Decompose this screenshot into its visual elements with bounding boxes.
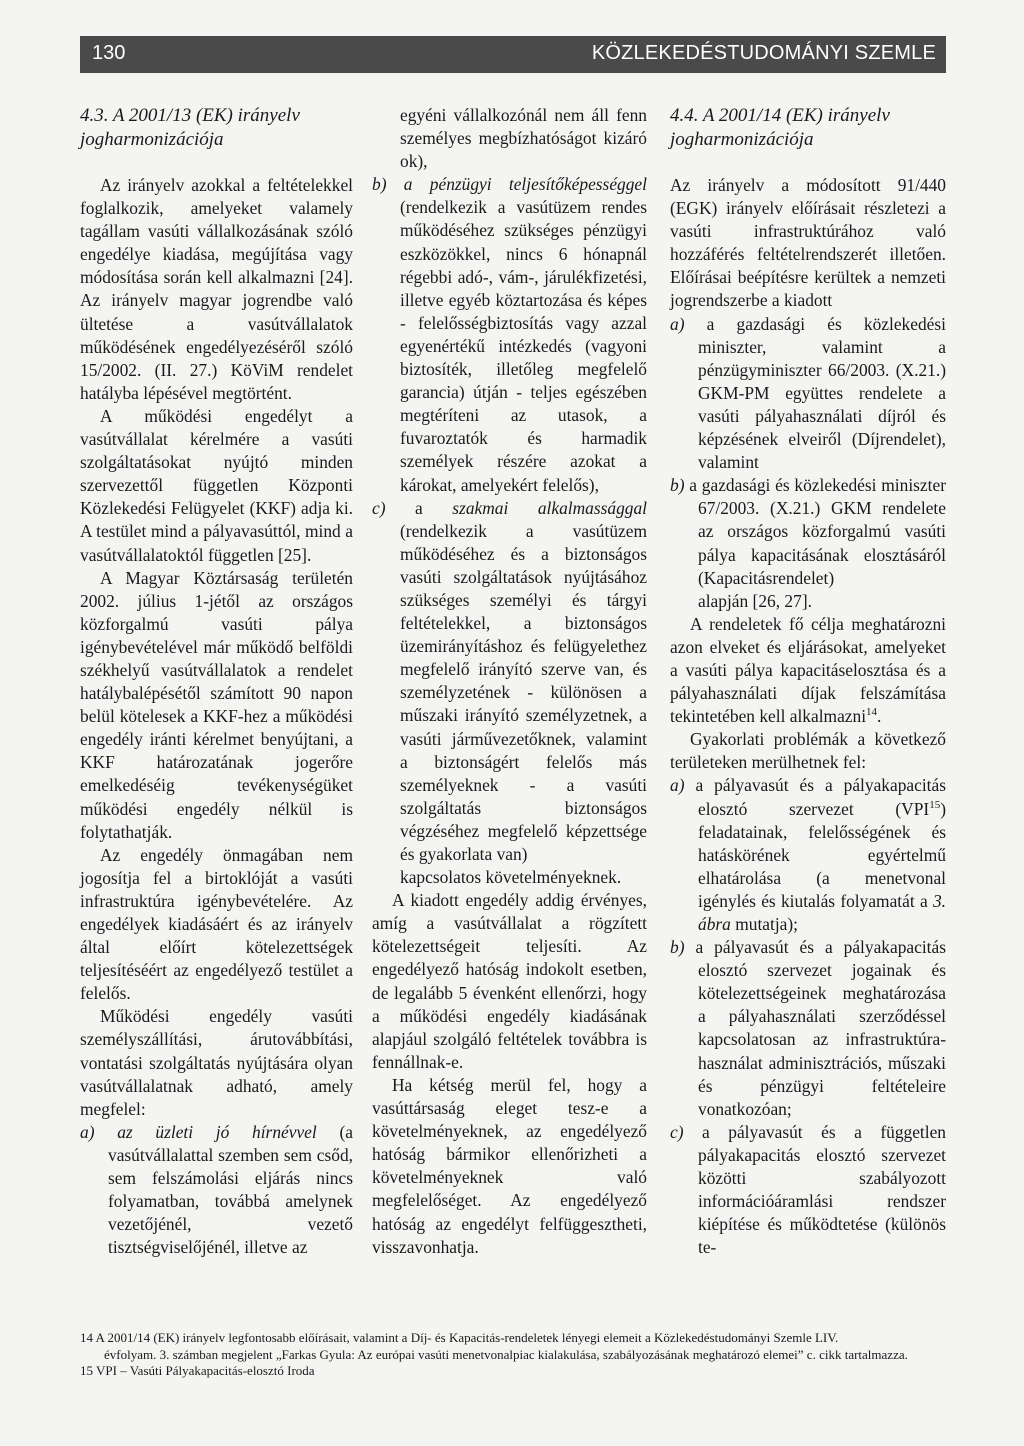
list-text: (rendelkezik a vasútüzem működéséhez és a biztonságos vasúti szolgáltatások nyújtásához szükséges személyi és tárgyi feltételekkel, a biztonságos üzemirányításhoz és felügyelethez megfelelő irányító szerve van, és személyzetének - különösen a műszaki irányító személyzetnek, a vasúti járművezetőknek, valamint a biztonságért felelős más személyeknek - a vasúti szolgáltatás biztonságos végzéséhez megfelelő képzettsége és gyakorlata van) — [400, 520, 647, 864]
footnote-15: 15 VPI – Vasúti Pályakapacitás-elosztó Iroda — [80, 1363, 315, 1378]
list-item-a — [670, 313, 946, 475]
list-item-a-continued: egyéni vállalkozónál nem áll fenn személyes megbízhatóságot kizáró ok), — [400, 105, 647, 172]
list-text: a pályavasút és a független pályakapacitás elosztó szervezet közötti szabályozott információáramlási rendszer kiépítése és működtetése (különös te- — [698, 1121, 947, 1258]
list-item-b — [372, 173, 647, 496]
list-text: mutatja); — [735, 914, 798, 934]
figure-reference: 3. ábra — [698, 890, 946, 934]
paragraph — [670, 613, 946, 728]
paragraph: Működési engedély vasúti személyszállítási, árutovábbítási, vontatási szolgáltatás nyújtására olyan vasútvállalatnak adható, amely megfelel: — [80, 1006, 353, 1119]
list-text: a pályavasút és a pályakapacitás elosztó szervezet (VPI — [695, 775, 946, 819]
section-heading-4-4: 4.4. A 2001/14 (EK) irányelv jogharmonizációja — [670, 105, 890, 150]
emphasis: a pénzügyi teljesítőképességgel — [403, 174, 647, 195]
list-label: b) — [670, 937, 685, 958]
paragraph-text: A rendeletek fő célja meghatározni azon elveket és eljárásokat, amelyeket a vasúti pálya kapacitáselosztása és a pályahasználati díjak felszámítása tekintetében kell alkalmazni — [670, 613, 946, 727]
paragraph-end: . — [877, 706, 882, 727]
list-text: (rendelkezik a vasútüzem rendes működéséhez szükséges pénzügyi eszközökkel, nincs 6 hónapnál régebbi adó-, vám-, járulékfizetési, illetve egyéb köztartozása és képes - felelősségbiztosítás vagy azzal egyenértékű intézkedés (vagyoni biztosíték, illetőleg megfelelő garancia) útján - teljes egészében megtéríteni az utasok, a fuvaroztatók és harmadik személyek részére azokat a károkat, amelyekért felelős), — [400, 197, 647, 495]
section-heading-4-3: 4.3. A 2001/13 (EK) irányelv jogharmonizációja — [80, 105, 300, 150]
list-conclusion: kapcsolatos követelményeknek. — [400, 867, 622, 888]
list-text: ) feladatainak, felelősségének és hatáskörének egyértelmű elhatárolása (a menetvonal igénylés és kiutalás folyamatát a — [698, 798, 946, 911]
list-item-a — [80, 1121, 353, 1260]
list-label: b) — [372, 174, 387, 195]
list-item-c — [670, 1121, 946, 1260]
list-label: c) — [372, 497, 386, 518]
column-3 — [670, 104, 946, 1259]
list-item-b — [670, 474, 946, 589]
paragraph: Az irányelv azokkal a feltételekkel foglalkozik, amelyeket valamely tagállam vasúti vállalkozásának szóló engedélye kiadása, megújítása vagy módosítása során kell alkalmazni [24]. Az irányelv magyar jogrendbe való ültetése a vasútvállalatok működésének engedélyezéséről szóló 15/2002. (II. 27.) KöViM rendelet hatályba lépésével megtörtént. — [80, 175, 353, 403]
footnotes — [80, 1330, 946, 1380]
footnote-ref-14: 14 — [866, 706, 878, 719]
paragraph: Az engedély önmagában nem jogosítja fel a birtoklóját a vasúti infrastruktúra igénybevételére. Az engedélyek kiadásáért és az irányelv által előírt kötelezettségek teljesítéséért az engedélyező testület a felelős. — [80, 844, 353, 1004]
list-label: a) — [670, 775, 685, 796]
list-text: a gazdasági és közlekedési miniszter, valamint a pénzügyminiszter 66/2003. (X.21.) GKM-PM együttes rendelete a vasúti pályahasználati díjról és képzésének elveiről (Díjrendelet), valamint — [698, 313, 946, 473]
paragraph: A működési engedélyt a vasútvállalat kérelmére a vasúti szolgáltatásokat nyújtó minden szervezettől független Központi Közlekedési Felügyelet (KKF) adja ki. A testület mind a pályavasúttól, mind a vasútvállalatoktól független [25]. — [80, 405, 353, 565]
running-header — [80, 36, 946, 73]
paragraph: Ha kétség merül fel, hogy a vasúttársaság eleget tesz-e a követelményeknek, az engedélyező hatóság bármikor ellenőrizheti a követelményeknek való megfelelőséget. Az engedélyező hatóság az engedélyt felfüggesztheti, visszavonhatja. — [372, 1074, 647, 1257]
paragraph: Gyakorlati problémák a következő területeken merülhetnek fel: — [670, 729, 946, 773]
list-label: c) — [670, 1121, 684, 1142]
list-text: a gazdasági és közlekedési miniszter 67/2003. (X.21.) GKM rendelete az országos közforgalmú vasúti pálya kapacitásának elosztásáról (Kapacitásrendelet) — [689, 475, 946, 588]
list-label: a) — [670, 313, 685, 334]
list-text: a pályavasút és a pályakapacitás elosztó szervezet jogainak és kötelezettségeinek meghatározása a pályahasználati szerződéssel kapcsolatosan az infrastruktúra-használat adminisztrációs, műszaki és pénzügyi feltételeire vonatkozóan; — [695, 937, 946, 1119]
paragraph: Az irányelv a módosított 91/440 (EGK) irányelv előírásait részletezi a vasúti infrastruktúrához való hozzáférés feltételrendszerét illetően. Előírásai beépítésre kerültek a nemzeti jogrendszerbe a kiadott — [670, 175, 946, 311]
paragraph: A kiadott engedély addig érvényes, amíg a vasútvállalat a rögzített kötelezettségeit teljesíti. Az engedélyező hatóság indokolt esetben, de legalább 5 évenként ellenőrzi, hogy a működési engedély kiadásának alapjául szolgáló feltételek továbbra is fennállnak-e. — [372, 890, 647, 1072]
list-label: b) — [670, 475, 685, 496]
list-item-a — [670, 774, 946, 936]
list-label: a) — [80, 1121, 95, 1142]
column-1 — [80, 104, 353, 1259]
footnote-14: 14 A 2001/14 (EK) irányelv legfontosabb előírásait, valamint a Díj- és Kapacitás-rendeletek lényegi elemeit a Közlekedéstudományi Szemle LIV. — [80, 1330, 839, 1345]
footnote-ref-15: 15 — [929, 798, 941, 811]
list-item-b — [670, 936, 946, 1121]
emphasis: az üzleti jó hírnévvel — [117, 1121, 317, 1142]
list-conclusion: alapján [26, 27]. — [698, 590, 812, 611]
footnote-14-continued: évfolyam. 3. számban megjelent „Farkas Gyula: Az európai vasúti menetvonalpiac kialakulása, szabályozásának meghatározó elemei” c. cikk tartalmazza. — [104, 1346, 908, 1362]
list-prefix: a — [415, 497, 423, 518]
column-2 — [372, 104, 647, 1259]
paragraph: A Magyar Köztársaság területén 2002. július 1-jétől az országos közforgalmú vasúti pálya igénybevételével már működő belföldi székhelyű vasútvállalatok a rendelet hatálybalépésétől számított 90 napon belül kötelesek a KKF-hez a működési engedély iránti kérelmet benyújtani, a KKF határozatának jogerőre emelkedéséig tevékenységüket működési engedély nélkül is folytathatják. — [80, 567, 353, 842]
list-item-c — [372, 497, 647, 867]
page-number: 130 — [92, 42, 126, 64]
emphasis: szakmai alkalmassággal — [452, 497, 647, 518]
journal-title: KÖZLEKEDÉSTUDOMÁNYI SZEMLE — [591, 42, 936, 64]
list-text: (a vasútvállalattal szemben sem csőd, sem felszámolási eljárás nincs folyamatban, továbbá amelynek vezetőjénél, vezető tisztségviselőjénél, illetve az — [108, 1121, 353, 1258]
